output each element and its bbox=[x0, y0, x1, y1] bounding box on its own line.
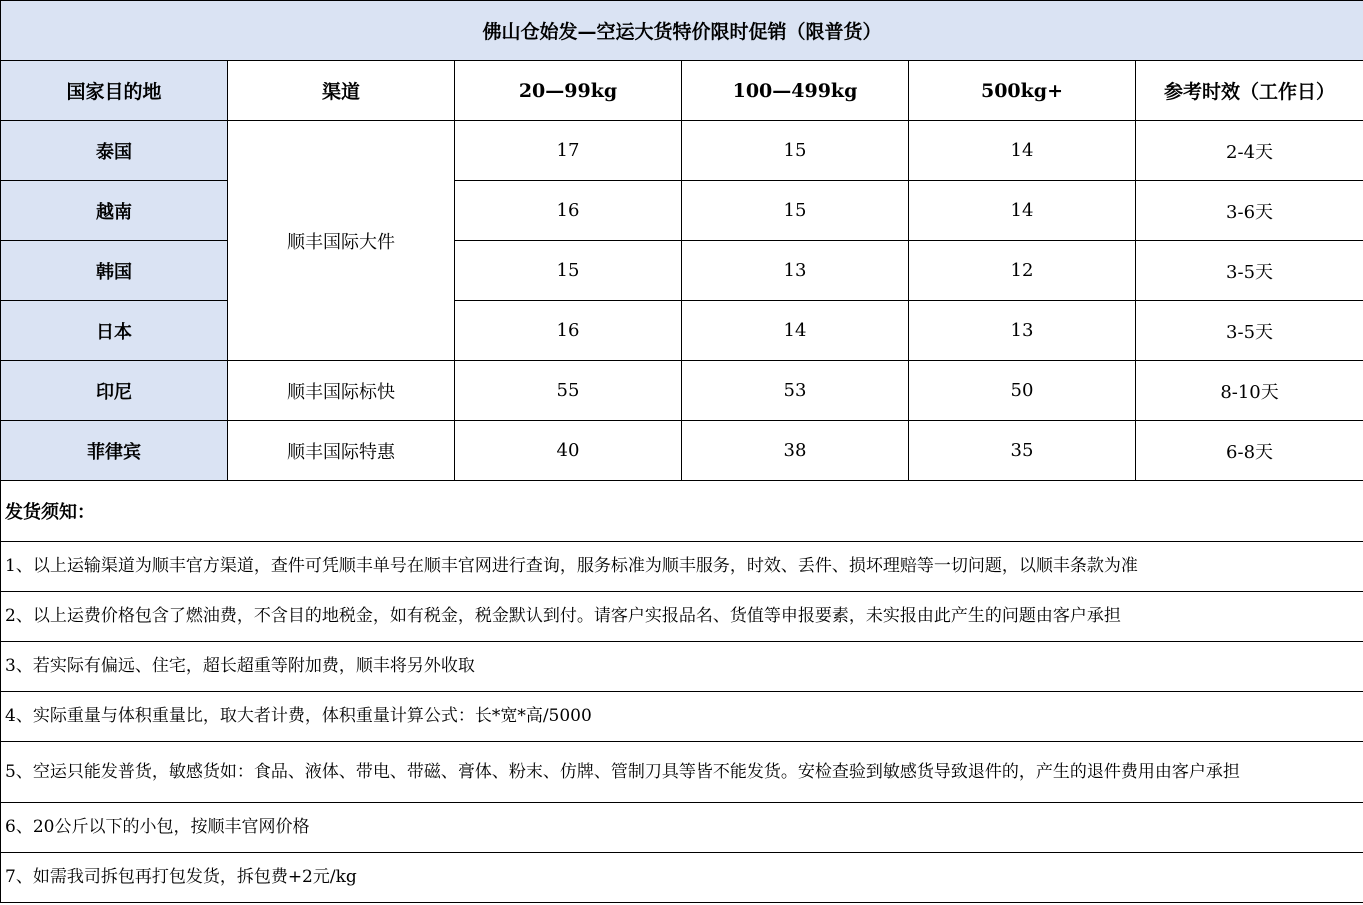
transit-cell: 8-10天 bbox=[1136, 361, 1363, 421]
note-item: 3、若实际有偏远、住宅，超长超重等附加费，顺丰将另外收取 bbox=[1, 642, 1363, 692]
header-tier-3: 500kg+ bbox=[909, 61, 1136, 121]
price-cell: 13 bbox=[909, 301, 1136, 361]
note-item: 5、空运只能发普货，敏感货如：食品、液体、带电、带磁、膏体、粉末、仿牌、管制刀具等皆不能发货。安检查验到敏感货导致退件的，产生的退件费用由客户承担 bbox=[1, 742, 1363, 803]
price-cell: 12 bbox=[909, 241, 1136, 301]
header-tier-2: 100—499kg bbox=[682, 61, 909, 121]
table-row bbox=[1, 301, 1363, 361]
transit-cell: 3-6天 bbox=[1136, 181, 1363, 241]
table-row bbox=[1, 121, 1363, 181]
price-cell: 16 bbox=[455, 181, 682, 241]
channel-cell: 顺丰国际标快 bbox=[228, 361, 455, 421]
price-cell: 16 bbox=[455, 301, 682, 361]
country-cell: 菲律宾 bbox=[1, 421, 228, 481]
note-item: 4、实际重量与体积重量比，取大者计费，体积重量计算公式：长*宽*高/5000 bbox=[1, 692, 1363, 742]
transit-cell: 3-5天 bbox=[1136, 241, 1363, 301]
transit-cell: 3-5天 bbox=[1136, 301, 1363, 361]
price-cell: 35 bbox=[909, 421, 1136, 481]
price-cell: 40 bbox=[455, 421, 682, 481]
table-title: 佛山仓始发—空运大货特价限时促销（限普货） bbox=[1, 1, 1363, 61]
header-channel: 渠道 bbox=[228, 61, 455, 121]
country-cell: 越南 bbox=[1, 181, 228, 241]
header-country: 国家目的地 bbox=[1, 61, 228, 121]
price-cell: 17 bbox=[455, 121, 682, 181]
country-cell: 泰国 bbox=[1, 121, 228, 181]
price-cell: 13 bbox=[682, 241, 909, 301]
price-cell: 15 bbox=[455, 241, 682, 301]
header-tier-1: 20—99kg bbox=[455, 61, 682, 121]
price-cell: 15 bbox=[682, 181, 909, 241]
price-cell: 50 bbox=[909, 361, 1136, 421]
table-row bbox=[1, 361, 1363, 421]
price-cell: 14 bbox=[909, 121, 1136, 181]
note-item: 2、以上运费价格包含了燃油费，不含目的地税金，如有税金，税金默认到付。请客户实报品名、货值等申报要素，未实报由此产生的问题由客户承担 bbox=[1, 592, 1363, 642]
price-cell: 55 bbox=[455, 361, 682, 421]
country-cell: 日本 bbox=[1, 301, 228, 361]
table-row bbox=[1, 181, 1363, 241]
country-cell: 印尼 bbox=[1, 361, 228, 421]
channel-cell: 顺丰国际大件 bbox=[228, 121, 455, 361]
channel-cell: 顺丰国际特惠 bbox=[228, 421, 455, 481]
transit-cell: 2-4天 bbox=[1136, 121, 1363, 181]
price-cell: 53 bbox=[682, 361, 909, 421]
note-item: 1、以上运输渠道为顺丰官方渠道，查件可凭顺丰单号在顺丰官网进行查询，服务标准为顺丰服务，时效、丢件、损坏理赔等一切问题，以顺丰条款为准 bbox=[1, 542, 1363, 592]
note-item: 7、如需我司拆包再打包发货，拆包费+2元/kg bbox=[1, 853, 1363, 903]
price-cell: 14 bbox=[682, 301, 909, 361]
notes-heading: 发货须知： bbox=[1, 481, 1363, 542]
price-cell: 38 bbox=[682, 421, 909, 481]
header-transit-time: 参考时效（工作日） bbox=[1136, 61, 1363, 121]
price-cell: 14 bbox=[909, 181, 1136, 241]
country-cell: 韩国 bbox=[1, 241, 228, 301]
table-row bbox=[1, 421, 1363, 481]
table-row bbox=[1, 241, 1363, 301]
note-item: 6、20公斤以下的小包，按顺丰官网价格 bbox=[1, 803, 1363, 853]
transit-cell: 6-8天 bbox=[1136, 421, 1363, 481]
price-cell: 15 bbox=[682, 121, 909, 181]
